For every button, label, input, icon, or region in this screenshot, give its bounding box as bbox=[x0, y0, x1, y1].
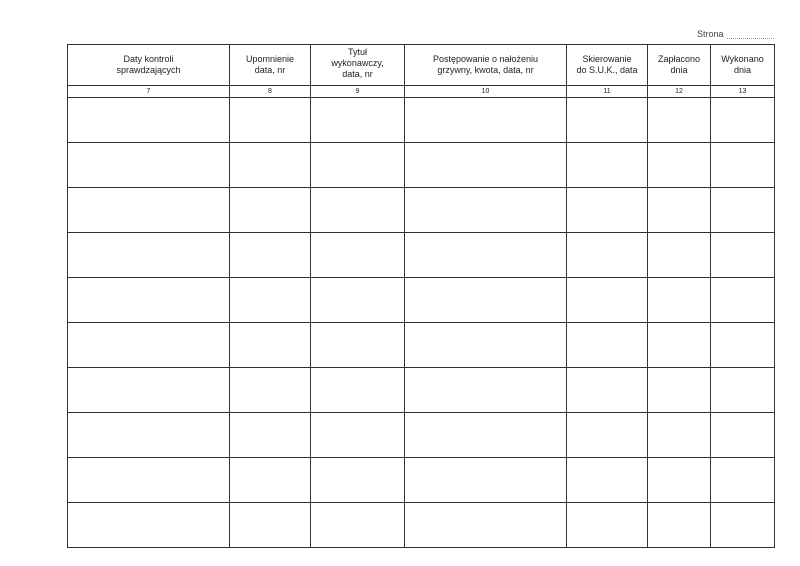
entry-cell[interactable] bbox=[711, 233, 775, 278]
table-row bbox=[68, 98, 775, 143]
entry-cell[interactable] bbox=[711, 458, 775, 503]
column-number: 7 bbox=[68, 86, 230, 98]
entry-cell[interactable] bbox=[230, 143, 311, 188]
column-number: 8 bbox=[230, 86, 311, 98]
entry-cell[interactable] bbox=[711, 413, 775, 458]
entry-cell[interactable] bbox=[648, 368, 711, 413]
entry-cell[interactable] bbox=[567, 233, 648, 278]
entry-cell[interactable] bbox=[648, 143, 711, 188]
column-header-referral-suk: Skierowanie do S.U.K., data bbox=[567, 45, 648, 86]
table-row bbox=[68, 278, 775, 323]
entry-cell[interactable] bbox=[648, 458, 711, 503]
entry-cell[interactable] bbox=[68, 413, 230, 458]
entry-cell[interactable] bbox=[567, 188, 648, 233]
entry-cell[interactable] bbox=[405, 413, 567, 458]
entry-cell[interactable] bbox=[311, 98, 405, 143]
entry-cell[interactable] bbox=[648, 413, 711, 458]
entry-cell[interactable] bbox=[68, 188, 230, 233]
entry-cell[interactable] bbox=[405, 323, 567, 368]
entry-cell[interactable] bbox=[311, 233, 405, 278]
page-number-field[interactable] bbox=[727, 30, 774, 39]
table-row bbox=[68, 233, 775, 278]
entry-cell[interactable] bbox=[711, 98, 775, 143]
entry-cell[interactable] bbox=[311, 368, 405, 413]
column-header-paid-date: Zapłacono dnia bbox=[648, 45, 711, 86]
entry-cell[interactable] bbox=[230, 188, 311, 233]
page-label-text: Strona bbox=[697, 29, 724, 39]
entry-cell[interactable] bbox=[567, 503, 648, 548]
entry-cell[interactable] bbox=[311, 323, 405, 368]
entry-cell[interactable] bbox=[648, 278, 711, 323]
column-number: 10 bbox=[405, 86, 567, 98]
entry-cell[interactable] bbox=[230, 503, 311, 548]
entry-cell[interactable] bbox=[230, 98, 311, 143]
entry-cell[interactable] bbox=[311, 278, 405, 323]
column-number: 9 bbox=[311, 86, 405, 98]
entry-cell[interactable] bbox=[230, 278, 311, 323]
entry-cell[interactable] bbox=[68, 458, 230, 503]
entry-cell[interactable] bbox=[567, 368, 648, 413]
column-header-inspection-dates: Daty kontroli sprawdzających bbox=[68, 45, 230, 86]
entry-cell[interactable] bbox=[311, 503, 405, 548]
column-number: 13 bbox=[711, 86, 775, 98]
entry-cell[interactable] bbox=[648, 503, 711, 548]
entry-cell[interactable] bbox=[405, 458, 567, 503]
entry-cell[interactable] bbox=[68, 503, 230, 548]
column-number-row bbox=[68, 86, 775, 98]
header-row bbox=[68, 45, 775, 86]
entry-cell[interactable] bbox=[711, 323, 775, 368]
entry-cell[interactable] bbox=[405, 188, 567, 233]
entry-cell[interactable] bbox=[311, 143, 405, 188]
entry-cell[interactable] bbox=[405, 143, 567, 188]
entry-cell[interactable] bbox=[68, 98, 230, 143]
entry-cell[interactable] bbox=[648, 98, 711, 143]
entry-cell[interactable] bbox=[405, 503, 567, 548]
entry-cell[interactable] bbox=[567, 323, 648, 368]
entry-cell[interactable] bbox=[567, 413, 648, 458]
entry-cell[interactable] bbox=[405, 98, 567, 143]
entry-cell[interactable] bbox=[68, 143, 230, 188]
entry-cell[interactable] bbox=[648, 323, 711, 368]
register-body bbox=[68, 98, 775, 548]
entry-cell[interactable] bbox=[230, 458, 311, 503]
column-header-executed-date: Wykonano dnia bbox=[711, 45, 775, 86]
entry-cell[interactable] bbox=[311, 458, 405, 503]
entry-cell[interactable] bbox=[68, 278, 230, 323]
entry-cell[interactable] bbox=[711, 503, 775, 548]
register-table bbox=[67, 44, 775, 548]
entry-cell[interactable] bbox=[567, 98, 648, 143]
column-header-fine-proceedings: Postępowanie o nałożeniu grzywny, kwota, data, nr bbox=[405, 45, 567, 86]
entry-cell[interactable] bbox=[311, 413, 405, 458]
table-row bbox=[68, 188, 775, 233]
entry-cell[interactable] bbox=[68, 233, 230, 278]
table-row bbox=[68, 143, 775, 188]
column-header-enforcement-title: Tytuł wykonawczy, data, nr bbox=[311, 45, 405, 86]
entry-cell[interactable] bbox=[648, 188, 711, 233]
entry-cell[interactable] bbox=[230, 413, 311, 458]
entry-cell[interactable] bbox=[567, 278, 648, 323]
table-row bbox=[68, 458, 775, 503]
entry-cell[interactable] bbox=[405, 368, 567, 413]
entry-cell[interactable] bbox=[405, 278, 567, 323]
entry-cell[interactable] bbox=[711, 143, 775, 188]
entry-cell[interactable] bbox=[68, 323, 230, 368]
page-number-label bbox=[697, 29, 774, 39]
entry-cell[interactable] bbox=[311, 188, 405, 233]
entry-cell[interactable] bbox=[405, 233, 567, 278]
column-number: 12 bbox=[648, 86, 711, 98]
table-row bbox=[68, 503, 775, 548]
entry-cell[interactable] bbox=[711, 278, 775, 323]
table-row bbox=[68, 323, 775, 368]
entry-cell[interactable] bbox=[230, 323, 311, 368]
table-row bbox=[68, 368, 775, 413]
entry-cell[interactable] bbox=[68, 368, 230, 413]
column-number: 11 bbox=[567, 86, 648, 98]
column-header-reminder: Upomnienie data, nr bbox=[230, 45, 311, 86]
entry-cell[interactable] bbox=[230, 233, 311, 278]
entry-cell[interactable] bbox=[711, 188, 775, 233]
entry-cell[interactable] bbox=[567, 458, 648, 503]
entry-cell[interactable] bbox=[230, 368, 311, 413]
entry-cell[interactable] bbox=[711, 368, 775, 413]
entry-cell[interactable] bbox=[648, 233, 711, 278]
entry-cell[interactable] bbox=[567, 143, 648, 188]
table-row bbox=[68, 413, 775, 458]
